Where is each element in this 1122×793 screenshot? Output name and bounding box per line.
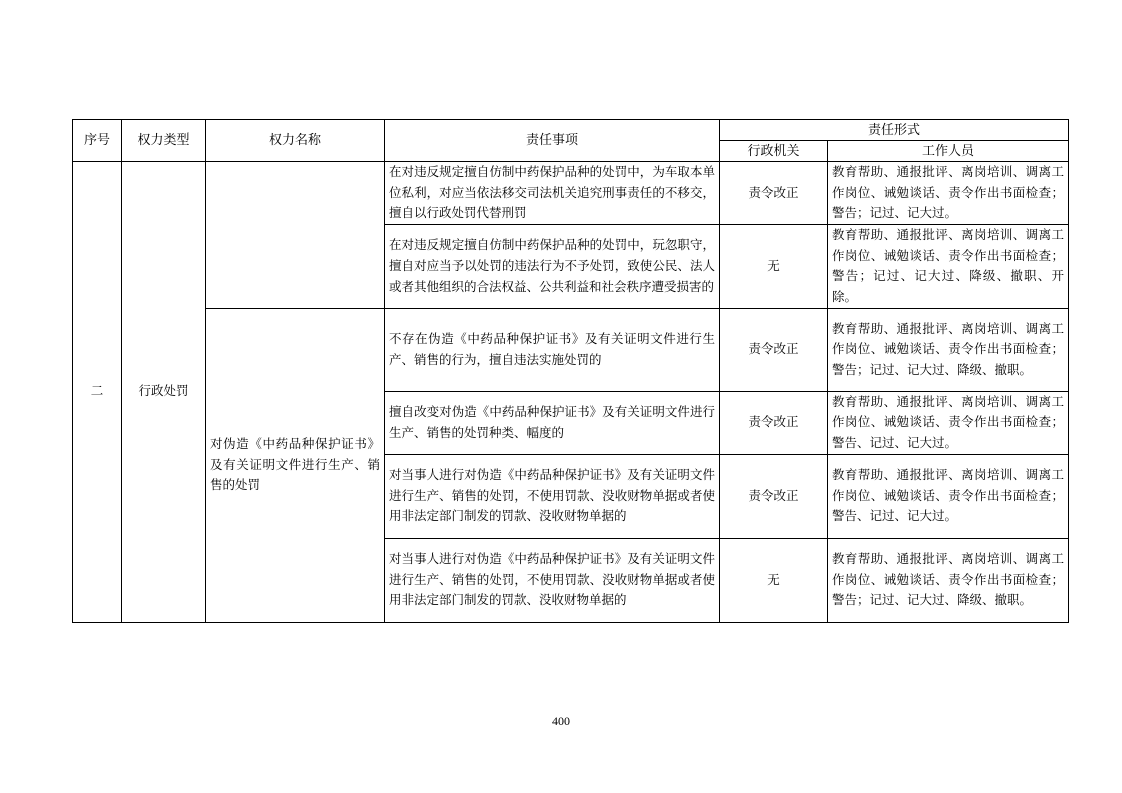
duty-cell: 不存在伪造《中药品种保护证书》及有关证明文件进行生产、销售的行为，擅自违法实施处罚的 bbox=[385, 308, 720, 391]
staff-cell: 教育帮助、通报批评、离岗培训、调离工作岗位、诫勉谈话、责令作出书面检查；警告；记过、记大过、降级、撤职。 bbox=[828, 308, 1069, 391]
seq-cell: 二 bbox=[73, 162, 122, 623]
power-type-cell: 行政处罚 bbox=[122, 162, 206, 623]
header-row bbox=[73, 120, 1069, 141]
staff-cell: 教育帮助、通报批评、离岗培训、调离工作岗位、诫勉谈话、责令作出书面检查；警告；记过、记大过。 bbox=[828, 162, 1069, 225]
header-form: 责任形式 bbox=[720, 120, 1069, 141]
duty-cell: 对当事人进行对伪造《中药品种保护证书》及有关证明文件进行生产、销售的处罚，不使用罚款、没收财物单据或者使用非法定部门制发的罚款、没收财物单据的 bbox=[385, 538, 720, 622]
header-duty: 责任事项 bbox=[385, 120, 720, 162]
agency-cell: 责令改正 bbox=[720, 308, 828, 391]
header-staff: 工作人员 bbox=[828, 141, 1069, 162]
page-number: 400 bbox=[552, 714, 570, 728]
staff-cell: 教育帮助、通报批评、离岗培训、调离工作岗位、诫勉谈话、责令作出书面检查；警告、记过、记大过。 bbox=[828, 391, 1069, 454]
table-row bbox=[73, 162, 1069, 225]
duty-cell: 在对违反规定擅自仿制中药保护品种的处罚中，玩忽职守，擅自对应当予以处罚的违法行为不予处罚，致使公民、法人或者其他组织的合法权益、公共利益和社会秩序遭受损害的 bbox=[385, 224, 720, 308]
table-row bbox=[73, 308, 1069, 391]
power-name-cell-2: 对伪造《中药品种保护证书》及有关证明文件进行生产、销售的处罚 bbox=[206, 308, 385, 622]
staff-cell: 教育帮助、通报批评、离岗培训、调离工作岗位、诫勉谈话、责令作出书面检查；警告；记过、记大过、降级、撤职、开除。 bbox=[828, 224, 1069, 308]
duty-cell: 擅自改变对伪造《中药品种保护证书》及有关证明文件进行生产、销售的处罚种类、幅度的 bbox=[385, 391, 720, 454]
duty-cell: 对当事人进行对伪造《中药品种保护证书》及有关证明文件进行生产、销售的处罚，不使用罚款、没收财物单据或者使用非法定部门制发的罚款、没收财物单据的 bbox=[385, 454, 720, 538]
duty-cell: 在对违反规定擅自仿制中药保护品种的处罚中，为车取本单位私利，对应当依法移交司法机关追究刑事责任的不移交，擅自以行政处罚代替刑罚 bbox=[385, 162, 720, 225]
header-power-name: 权力名称 bbox=[206, 120, 385, 162]
agency-cell: 无 bbox=[720, 224, 828, 308]
power-name-cell-1 bbox=[206, 162, 385, 309]
header-agency: 行政机关 bbox=[720, 141, 828, 162]
staff-cell: 教育帮助、通报批评、离岗培训、调离工作岗位、诫勉谈话、责令作出书面检查；警告；记过、记大过、降级、撤职。 bbox=[828, 538, 1069, 622]
responsibility-table bbox=[72, 119, 1069, 623]
header-seq: 序号 bbox=[73, 120, 122, 162]
agency-cell: 责令改正 bbox=[720, 162, 828, 225]
agency-cell: 无 bbox=[720, 538, 828, 622]
agency-cell: 责令改正 bbox=[720, 454, 828, 538]
staff-cell: 教育帮助、通报批评、离岗培训、调离工作岗位、诫勉谈话、责令作出书面检查；警告、记过、记大过。 bbox=[828, 454, 1069, 538]
agency-cell: 责令改正 bbox=[720, 391, 828, 454]
header-power-type: 权力类型 bbox=[122, 120, 206, 162]
